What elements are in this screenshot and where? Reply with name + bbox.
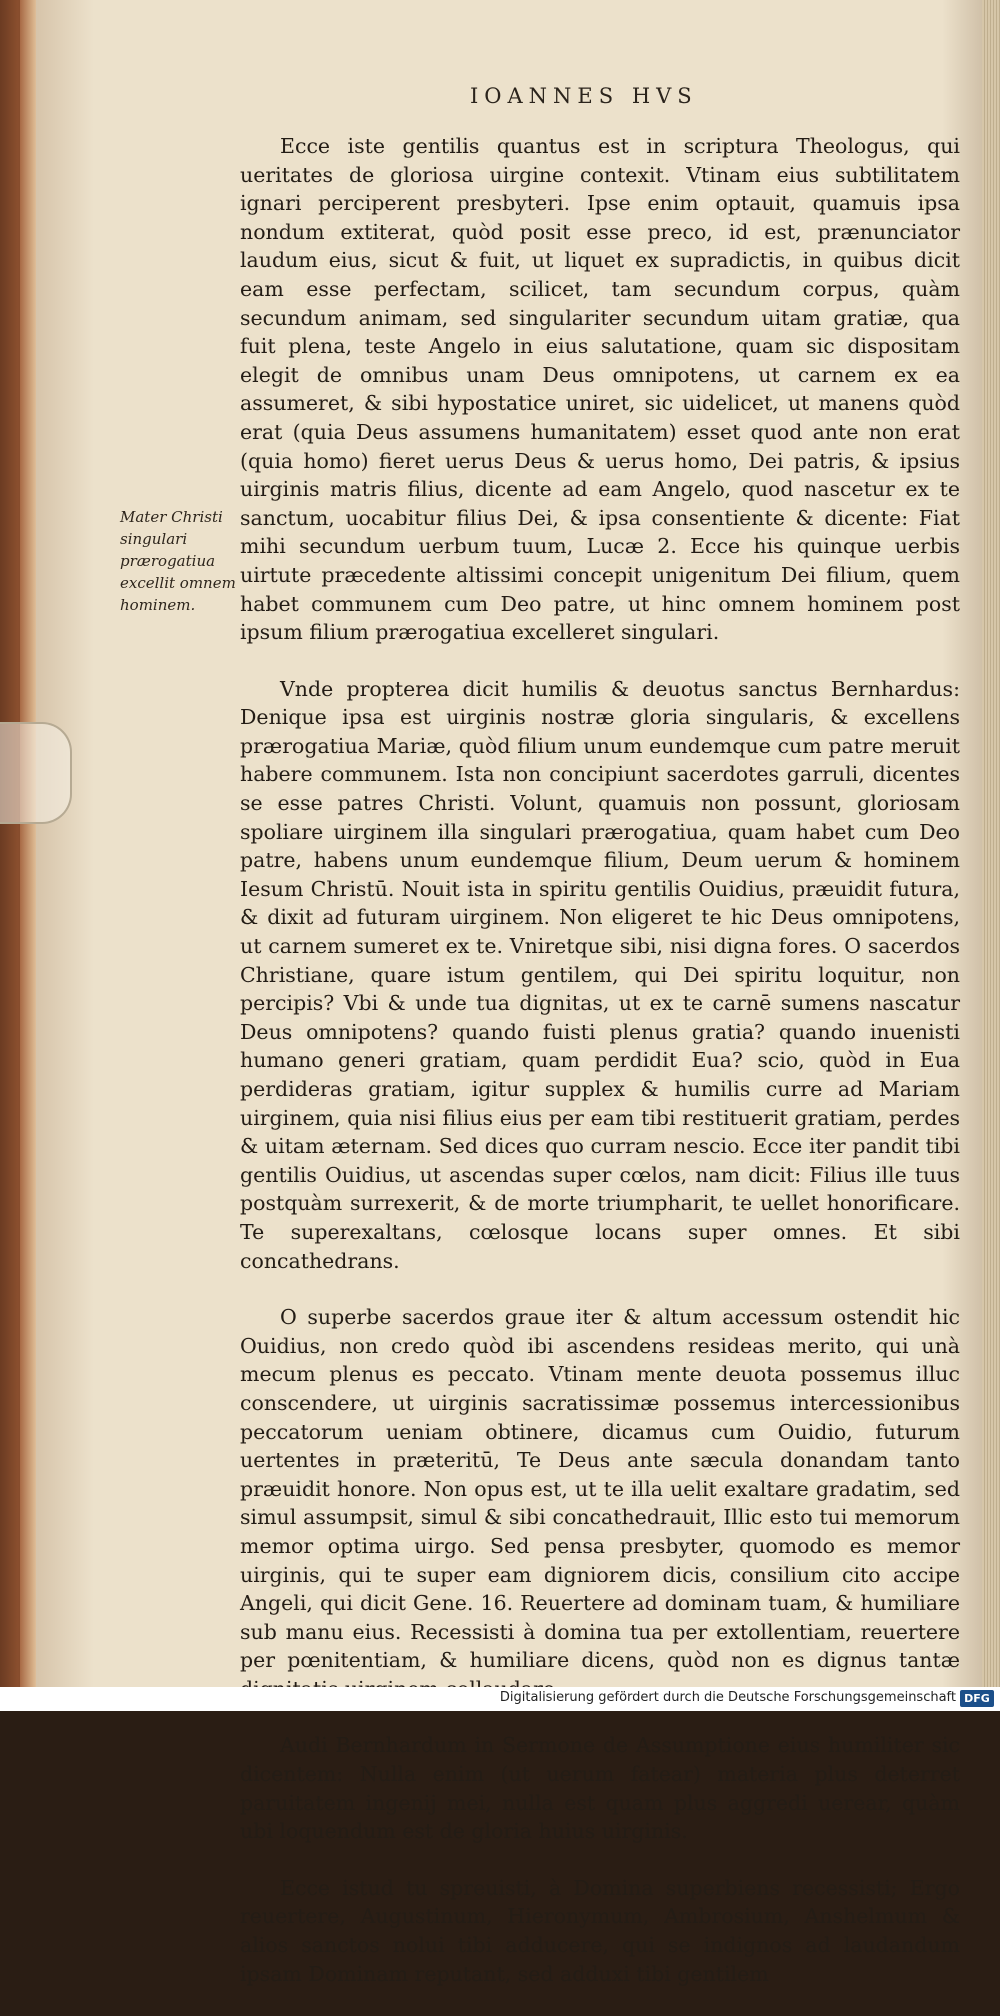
footer-bar	[0, 1687, 1000, 1711]
running-head: IOANNES HVS	[470, 84, 698, 108]
paragraph: Ecce istud tu spreuisti, à Domina superbiens recessisti; Ergo reuertere, Augustinum, Hieronymum, Ambrosium, Anshelmum & alios sanctos nolui tibi adducere, qui se indignos ad laudandum ipsam Dominam reputant, sed adduxi tibi gentilem	[240, 1875, 960, 1986]
dfg-logo: DFG	[960, 1690, 994, 1707]
paragraph: Vnde propterea dicit humilis & deuotus sanctus Bernhardus: Denique ipsa est uirginis nostræ gloria singularis, & excellens prærogatiua Mariæ, quòd filium unum eundemque cum patre meruit habere communem. Ista non concipiunt sacerdotes garruli, dicentes se esse patres Christi. Volunt, quamuis non possunt, gloriosam spoliare uirginem illa singulari prærogatiua, quam habet cum Deo patre, habens unum eundemque filium, Deum uerum & hominem Iesum Christū. Nouit ista in spiritu gentilis Ouidius, præuidit futura, & dixit ad futuram uirginem. Non eligeret te hic Deus omnipotens, ut carnem sumeret ex te. Vniretque sibi, nisi digna fores. O sacerdos Christiane, quare istum gentilem, qui Dei spiritu loquitur, non percipis? Vbi & unde tua dignitas, ut ex te carnē sumens nascatur Deus omnipotens? quando fuisti plenus gratia? quando inuenisti humano generi gratiam, quam perdidit Eua? scio, quòd in Eua perdideras gratiam, igitur supplex & humilis curre ad Mariam uirginem, quia nisi filius eius per eam tibi restituerit gratiam, perdes & uitam æternam. Sed dices quo curram nescio. Ecce iter pandit tibi gentilis Ouidius, ut ascendas super cœlos, nam dicit: Filius ille tuus postquàm surrexerit, & de morte triumpharit, te uellet honorificare. Te superexaltans, cœlosque locans super omnes. Et sibi concathedrans.	[240, 676, 960, 1273]
page-marker-tab	[0, 722, 72, 824]
paragraph: Ecce iste gentilis quantus est in scriptura Theologus, qui ueritates de gloriosa uirgine contexit. Vtinam eius subtilitatem ignari perciperent presbyteri. Ipse enim optauit, quamuis ipsa nondum extiterat, quòd posit esse preco, id est, prænunciator laudum eius, sicut & fuit, ut liquet ex supradictis, in quibus dicit eam esse perfectam, scilicet, tam secundum corpus, quàm secundum animam, sed singulariter secundum uitam gratiæ, qua fuit plena, teste Angelo in eius salutatione, quam sic dispositam elegit de omnibus unam Deus omnipotens, ut carnem ex ea assumeret, & sibi hypostatice uniret, sic uidelicet, ut manens quòd erat (quia Deus assumens humanitatem) esset quod ante non erat (quia homo) fieret uerus Deus & uerus homo, Dei patris, & ipsius uirginis matris filius, dicente ad eam Angelo, quod nascetur ex te sanctum, uocabitur filius Dei, & ipsa consentiente & dicente: Fiat mihi secundum uerbum tuum, Lucæ 2. Ecce his quinque uerbis uirtute præcedente altissimi concepit unigenitum Dei filium, quem habet communem cum Deo patre, ut hinc omnem hominem post ipsum filium prærogatiua excelleret singulari.	[240, 134, 960, 645]
page-fore-edge	[982, 0, 1000, 1687]
main-text	[240, 124, 960, 2016]
footer-credit: Digitalisierung gefördert durch die Deutsche Forschungsgemeinschaft	[499, 1690, 956, 1705]
paragraph: Audi Bernhardum in Sermone de Assumptione eius humiliter sic dicentem: Nulla enim (ut uerum fatear) materia plus deterret paruitatem ingenij mei, nulla est quam plus aggredi uerear, quàm ubi loquendum est de gloria huius uirginis.	[240, 1733, 960, 1844]
marginal-note: Mater Christi singulari prærogatiua excellit omnem hominem.	[120, 508, 236, 614]
paragraph: O superbe sacerdos graue iter & altum accessum ostendit hic Ouidius, non credo quòd ibi ascendens resideas merito, qui unà mecum plenus es peccato. Vtinam mente deuota possemus illuc conscendere, ut uirginis sacratissimæ possemus intercessionibus peccatorum ueniam obtinere, dicamus cum Ouidio, futurum uertentes in præteritū, Te Deus ante sæcula donandam tanto præuidit honore. Non opus est, ut te illa uelit exaltare gradatim, sed simul assumpsit, simul & sibi concathedrauit, Illic esto tui memorum memor optima uirgo. Sed pensa presbyter, quomodo es memor uirginis, qui te super eam digniorem dicis, consilium cito accipe Angeli, qui dicit Gene. 16. Reuertere ad dominam tuam, & humiliare sub manu eius. Recessisti à domina tua per extollentiam, reuertere per pœnitentiam, & humiliare dicens, quòd non es dignus tantæ	[240, 1305, 960, 1673]
book-binding	[0, 0, 40, 1711]
